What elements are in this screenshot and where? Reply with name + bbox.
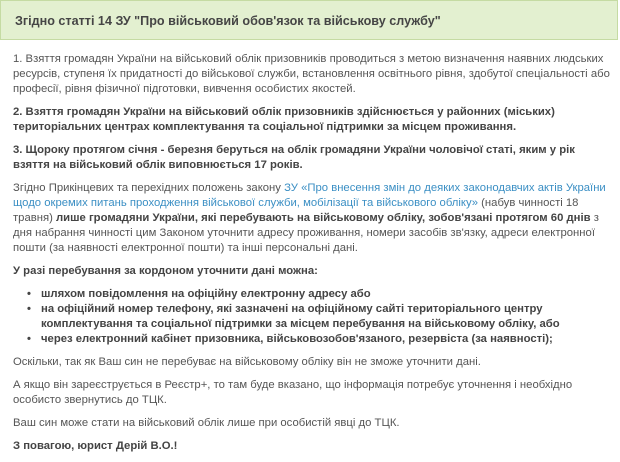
bullet-icon: • bbox=[27, 333, 31, 345]
paragraph-personal-visit: Ваш син може стати на військовий облік лише при особистій явці до ТЦК. bbox=[13, 417, 400, 429]
list-item bbox=[24, 302, 613, 332]
paragraph-law bbox=[13, 181, 613, 256]
signature: З повагою, юрист Дерій В.О.! bbox=[13, 440, 178, 452]
law-details-text: з дня набрання чинності цим Законом уточнити адресу проживання, номери засобів зв'язку, адреси електронної пошти (за наявності електронної пошти) та інші персональні дані. bbox=[13, 212, 599, 254]
article-content bbox=[13, 52, 613, 462]
section-title: Згідно статті 14 ЗУ "Про військовий обов'язок та військову службу" bbox=[15, 14, 441, 28]
law-effective-text: (набув чинності 18 травня) bbox=[13, 197, 579, 224]
list-item-text: через електронний кабінет призовника, військовозобов'язаного, резервіста (за наявності); bbox=[41, 333, 553, 345]
law-intro-text: Згідно Прикінцевих та перехідних положень закону bbox=[13, 182, 285, 194]
list-item-text: на офіційний номер телефону, які зазначені на офіційному сайті територіального центру комплектування та соціальної підтримки за місцем перебування на військовому обліку, або bbox=[41, 303, 560, 330]
law-obligation-text: лише громадяни України, які перебувають на військовому обліку, зобов'язані протягом 60 днів bbox=[56, 212, 591, 224]
paragraph-2: 2. Взяття громадян України на військовий облік призовників здійснюється у районних (міських) територіальних центрах комплектування та соціальної підтримки за місцем проживання. bbox=[13, 106, 555, 133]
paragraph-1: 1. Взяття громадян України на військовий облік призовників проводиться з метою визначення наявних людських ресурсів, ступеня їх придатності до військової служби, встановлення освітнього рівня, здобутої спеціальності або професії, рівня фізичної підготовки, вивчення особистих якостей. bbox=[13, 53, 610, 95]
abroad-options-list bbox=[13, 287, 613, 347]
list-item bbox=[24, 332, 613, 347]
paragraph-reserve-plus: А якщо він зареєструється в Реєстр+, то там буде вказано, що інформація потребує уточнення і необхідно особисто звернутись до ТЦК. bbox=[13, 379, 573, 406]
abroad-heading: У разі перебування за кордоном уточнити дані можна: bbox=[13, 265, 318, 277]
paragraph-3: 3. Щороку протягом січня - березня беруться на облік громадяни України чоловічої статі, яким у рік взяття на військовий облік виповнюється 17 років. bbox=[13, 144, 575, 171]
section-header bbox=[0, 0, 618, 40]
bullet-icon: • bbox=[27, 288, 31, 300]
list-item-text: шляхом повідомлення на офіційну електронну адресу або bbox=[41, 288, 371, 300]
list-item bbox=[24, 287, 613, 302]
bullet-icon: • bbox=[27, 303, 31, 315]
paragraph-not-registered: Оскільки, так як Ваш син не перебуває на військовому обліку він не зможе уточнити дані. bbox=[13, 356, 481, 368]
law-link[interactable]: ЗУ «Про внесення змін до деяких законодавчих актів України щодо окремих питань проходження військової служби, мобілізації та військового обліку» bbox=[13, 182, 606, 209]
